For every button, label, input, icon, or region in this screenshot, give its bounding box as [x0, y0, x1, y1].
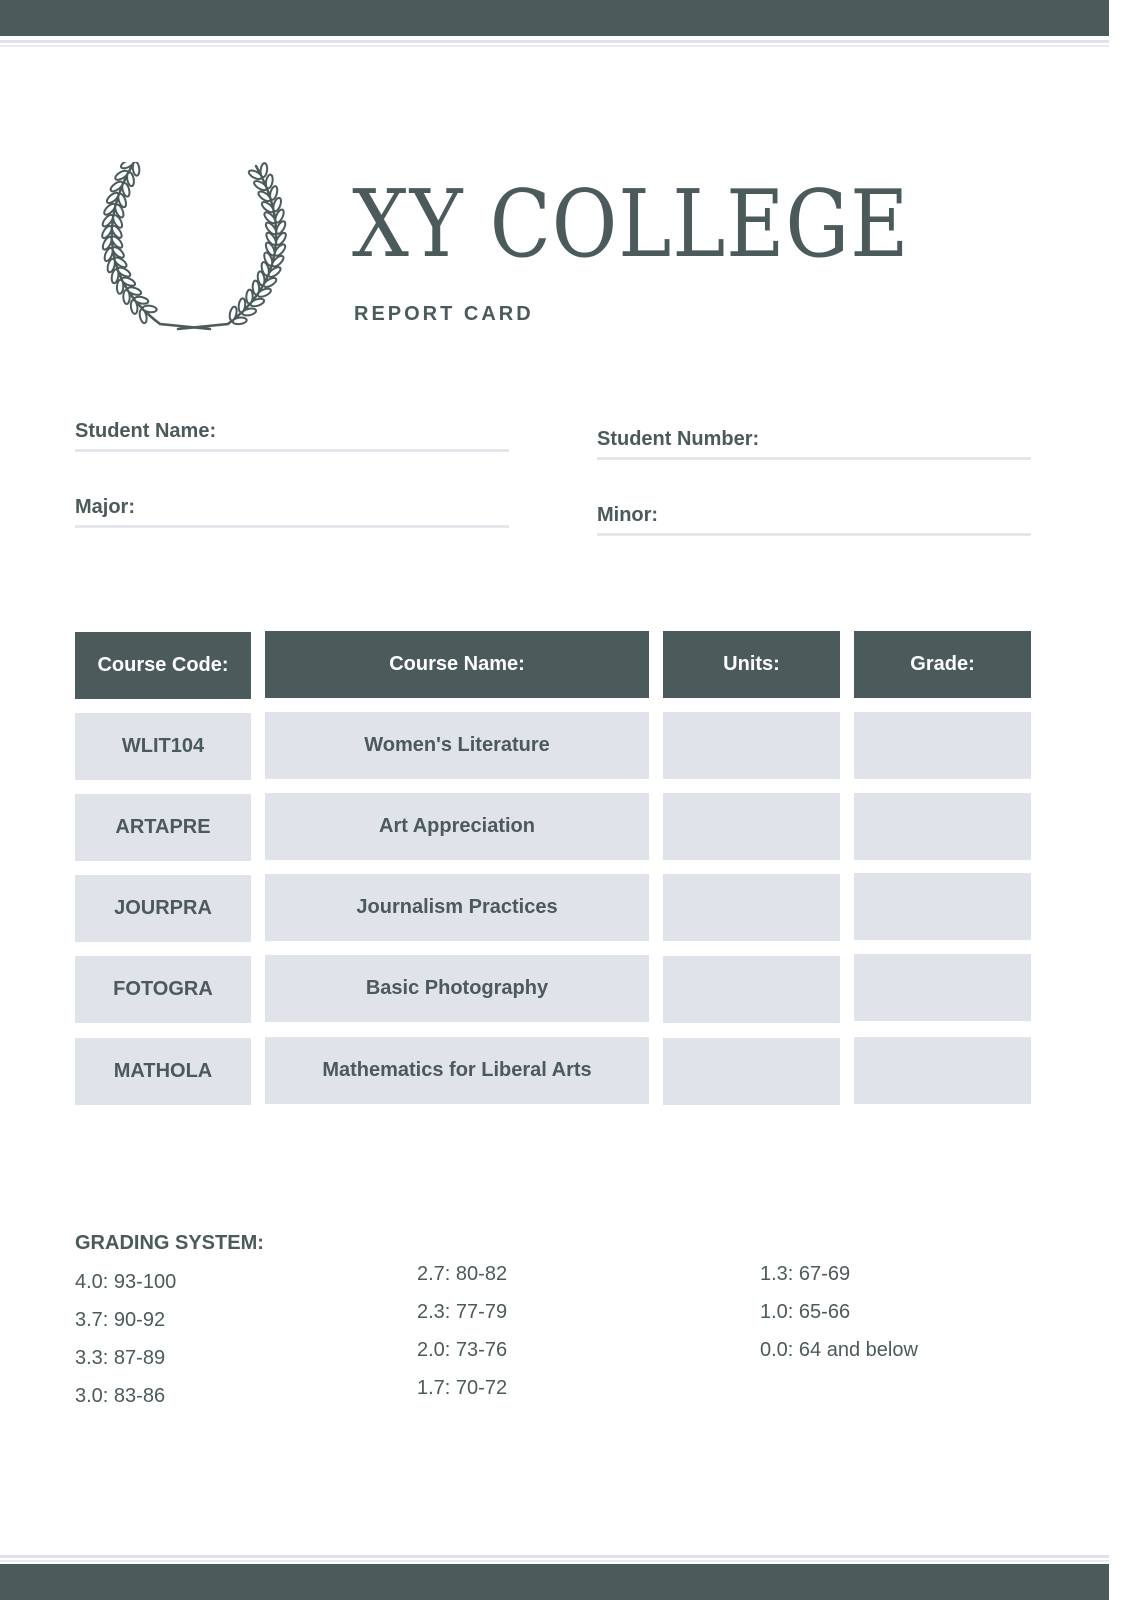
- course-name-cell: Art Appreciation: [265, 793, 649, 860]
- grade-cell[interactable]: [854, 793, 1031, 860]
- minor-field[interactable]: [597, 504, 1031, 536]
- top-band: [0, 0, 1109, 36]
- grade-scale-item: 1.7: 70-72: [417, 1377, 508, 1399]
- grade-scale-item: 4.0: 93-100: [75, 1271, 177, 1293]
- student-number-label: Student Number:: [597, 428, 760, 450]
- bottom-rule-thin: [0, 1560, 1109, 1562]
- student-name-label: Student Name:: [75, 420, 217, 442]
- grading-column-1: [75, 1270, 176, 1422]
- major-label: Major:: [75, 496, 135, 518]
- course-code-cell: WLIT104: [75, 713, 251, 780]
- units-cell[interactable]: [663, 793, 840, 860]
- course-name-cell: Journalism Practices: [265, 874, 649, 941]
- student-number-field[interactable]: [597, 428, 1031, 460]
- college-title: XY COLLEGE: [352, 170, 910, 278]
- grade-cell[interactable]: [854, 712, 1031, 779]
- units-cell[interactable]: [663, 874, 840, 941]
- top-rule-thin: [0, 45, 1109, 47]
- grade-cell[interactable]: [854, 954, 1031, 1021]
- course-code-cell: MATHOLA: [75, 1038, 251, 1105]
- document-subtitle: REPORT CARD: [354, 303, 534, 325]
- bottom-band: [0, 1564, 1109, 1600]
- header-course-code: Course Code:: [75, 632, 251, 699]
- bottom-rule: [0, 1555, 1109, 1558]
- header-units: Units:: [663, 631, 840, 698]
- grade-scale-item: 1.3: 67-69: [760, 1263, 851, 1285]
- minor-line: [597, 533, 1031, 536]
- student-name-line: [75, 449, 509, 452]
- grading-system-title: GRADING SYSTEM:: [75, 1232, 264, 1254]
- units-cell[interactable]: [663, 956, 840, 1023]
- grade-cell[interactable]: [854, 873, 1031, 940]
- grade-scale-item: 0.0: 64 and below: [760, 1339, 918, 1361]
- grade-scale-item: 2.3: 77-79: [417, 1301, 508, 1323]
- grade-scale-item: 2.7: 80-82: [417, 1263, 508, 1285]
- laurel-wreath-icon: [98, 162, 288, 342]
- major-field[interactable]: [75, 496, 509, 528]
- minor-label: Minor:: [597, 504, 659, 526]
- grade-scale-item: 3.0: 83-86: [75, 1385, 166, 1407]
- grade-scale-item: 2.0: 73-76: [417, 1339, 508, 1361]
- course-name-cell: Women's Literature: [265, 712, 649, 779]
- top-rule: [0, 40, 1109, 43]
- major-line: [75, 525, 509, 528]
- grade-scale-item: 1.0: 65-66: [760, 1301, 851, 1323]
- course-name-cell: Mathematics for Liberal Arts: [265, 1037, 649, 1104]
- grade-scale-item: 3.7: 90-92: [75, 1309, 166, 1331]
- course-code-cell: ARTAPRE: [75, 794, 251, 861]
- grade-scale-item: 3.3: 87-89: [75, 1347, 166, 1369]
- header-course-name: Course Name:: [265, 631, 649, 698]
- units-cell[interactable]: [663, 1038, 840, 1105]
- course-name-cell: Basic Photography: [265, 955, 649, 1022]
- header-grade: Grade:: [854, 631, 1031, 698]
- units-cell[interactable]: [663, 712, 840, 779]
- grading-column-3: [760, 1262, 918, 1376]
- grade-cell[interactable]: [854, 1037, 1031, 1104]
- course-code-cell: FOTOGRA: [75, 956, 251, 1023]
- grading-column-2: [417, 1262, 507, 1414]
- student-number-line: [597, 457, 1031, 460]
- student-name-field[interactable]: [75, 420, 509, 452]
- course-code-cell: JOURPRA: [75, 875, 251, 942]
